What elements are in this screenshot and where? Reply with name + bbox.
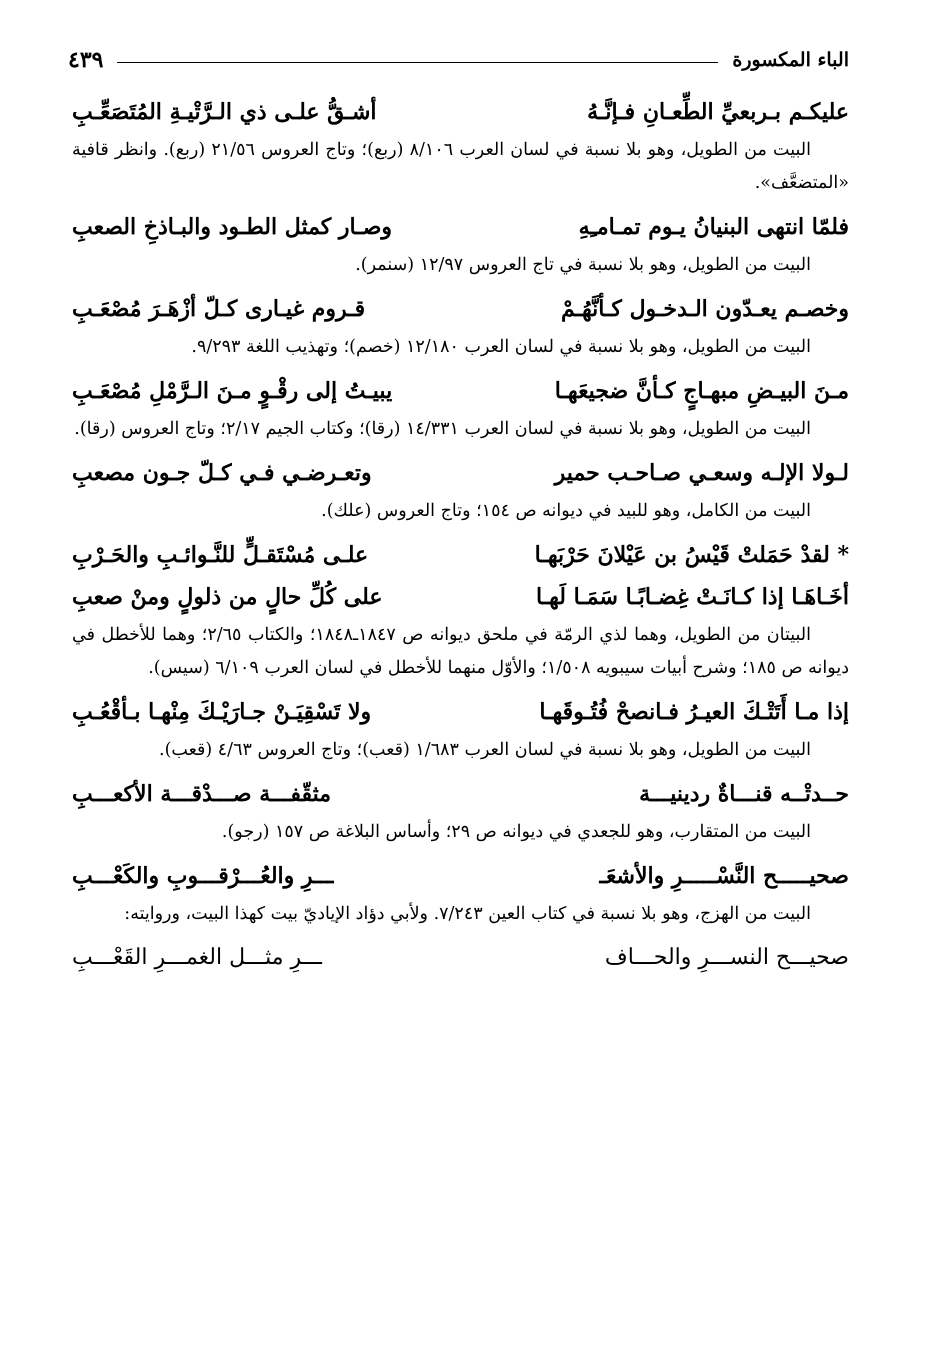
verse-first-hemistich: لـولا الإلـه وسعـي صـاحـب حمير (554, 460, 849, 486)
verse-first-hemistich: وخصـم يعـدّون الـدخـول كـأنَّهُـمْ (560, 296, 849, 322)
verse (72, 535, 849, 577)
verse (72, 692, 849, 734)
header-rule (117, 62, 718, 63)
entry-2 (72, 207, 849, 282)
verse-first-hemistich: عليكـم بـربعيِّ الطِّعـانِ فـإنَّـهُ (587, 99, 849, 125)
verse-note: البيت من الهزج، وهو بلا نسبة في كتاب العين ٧/٢٤٣. ولأبي دؤاد الإياديّ بيت كهذا البيت، وروايته: (124, 904, 811, 924)
verse-first-hemistich: * لقدْ حَمَلتْ قَيْسُ بن عَيْلانَ حَرْبَهـا (534, 542, 849, 568)
verse-second-hemistich: ـــرِ والعُـــرْقـــوبِ والكَعْـــبِ (72, 863, 334, 889)
verse (72, 856, 849, 898)
verse (72, 453, 849, 495)
verse-second-hemistich: علـى مُسْتَقـلٍّ للنَّـوائـبِ والحَـرْبِ (72, 542, 369, 568)
verse-first-hemistich: حــدتْــه قنـــاةٌ ردينيـــة (639, 781, 849, 807)
verse (72, 92, 849, 134)
verse-note: البيت من الطويل، وهو بلا نسبة في لسان العرب ١٢/١٨٠ (خصم)؛ وتهذيب اللغة ٩/٢٩٣. (191, 337, 811, 357)
verse-first-hemistich: مـنَ البيـضِ مبهـاجٍ كـأنَّ ضجيعَهـا (554, 378, 849, 404)
running-title: الباء المكسورة (732, 49, 849, 71)
page-body (72, 92, 849, 980)
entry-1 (72, 92, 849, 200)
verse-first-hemistich: إذا مـا أَتَتْـكَ العيـرُ فـانصحْ فُتُـوقَهـا (539, 699, 849, 725)
entry-5 (72, 453, 849, 528)
verse-note: البيت من الطويل، وهو بلا نسبة في لسان العرب ١/٦٨٣ (قعب)؛ وتاج العروس ٤/٦٣ (قعب). (159, 740, 811, 760)
verse-second-hemistich: ـــرِ مثـــل الغمـــرِ القَعْـــبِ (72, 945, 322, 970)
verse (72, 577, 849, 619)
verse-first-hemistich: صحيـــــح النَّسْـــــرِ والأشعَـ (599, 863, 849, 889)
verse-second-hemistich: مثقّفـــة صـــدْقـــة الأكعـــبِ (72, 781, 332, 807)
entry-6 (72, 535, 849, 685)
verse-second-hemistich: قـروم غيـارى كـلّ أزْهَـرَ مُصْعَـبِ (72, 296, 366, 322)
verse-second-hemistich: وتعـرضـي فـي كـلّ جـون مصعبِ (72, 460, 372, 486)
verse-first-hemistich: أخَـاهَـا إذا كـانَـتْ غِضـابًـا سَمَـا لَهـا (535, 584, 849, 610)
verse-second-hemistich: يبيـتُ إلى رقْـوٍ مـنَ الـرَّمْلِ مُصْعَـبِ (72, 378, 393, 404)
entry-9 (72, 856, 849, 980)
verse-second-hemistich: ولا تَسْقِيَـنْ جـارَيْـكَ مِنْهـا بـأقْعُـبِ (72, 699, 372, 725)
verse-second-hemistich: وصـار كمثل الطـود والبـاذخِ الصعبِ (72, 214, 393, 240)
verse-note: البيت من الطويل، وهو بلا نسبة في تاج العروس ١٢/٩٧ (سنمر). (355, 255, 811, 275)
verse (72, 371, 849, 413)
entry-8 (72, 774, 849, 849)
verse-second-hemistich: على كُلِّ حالٍ من ذلولٍ ومنْ صعبِ (72, 584, 383, 610)
verse (72, 289, 849, 331)
verse-note: البيت من الطويل، وهو بلا نسبة في لسان العرب ١٤/٣٣١ (رقا)؛ وكتاب الجيم ٢/١٧؛ وتاج العروس (رقا). (74, 419, 811, 439)
verse-note: البيت من الكامل، وهو للبيد في ديوانه ص ١٥٤؛ وتاج العروس (علك). (321, 501, 811, 521)
verse-note: البيتان من الطويل، وهما لذي الرمّة في ملحق ديوانه ص ١٨٤٧ـ١٨٤٨؛ والكتاب ٢/٦٥؛ وهما للأخطل في ديوانه ص ١٨٥؛ وشرح أبيات سيبويه ١/٥٠٨؛ والأوّل منهما للأخطل في لسان العرب ٦/١٠٩ (سيس). (72, 625, 849, 678)
variant-verse (72, 938, 849, 980)
entry-7 (72, 692, 849, 767)
verse-first-hemistich: صحيـــح النســـرِ والحـــاف (604, 945, 849, 970)
verse (72, 774, 849, 816)
page-header (68, 40, 849, 80)
entry-3 (72, 289, 849, 364)
verse (72, 207, 849, 249)
verse-note: البيت من المتقارب، وهو للجعدي في ديوانه ص ٢٩؛ وأساس البلاغة ص ١٥٧ (رجو). (221, 822, 811, 842)
page-number: ٤٣٩ (68, 47, 104, 73)
verse-first-hemistich: فلمّا انتهى البنيانُ يـوم تمـامـِهِ (578, 214, 849, 240)
entry-4 (72, 371, 849, 446)
verse-second-hemistich: أشـقُّ علـى ذي الـرَّتْيـةِ المُتَصَعِّـبِ (72, 99, 377, 125)
verse-note: البيت من الطويل، وهو بلا نسبة في لسان العرب ٨/١٠٦ (ربع)؛ وتاج العروس ٢١/٥٦ (ربع). وانظر قافية «المتضعَّف». (72, 140, 849, 193)
